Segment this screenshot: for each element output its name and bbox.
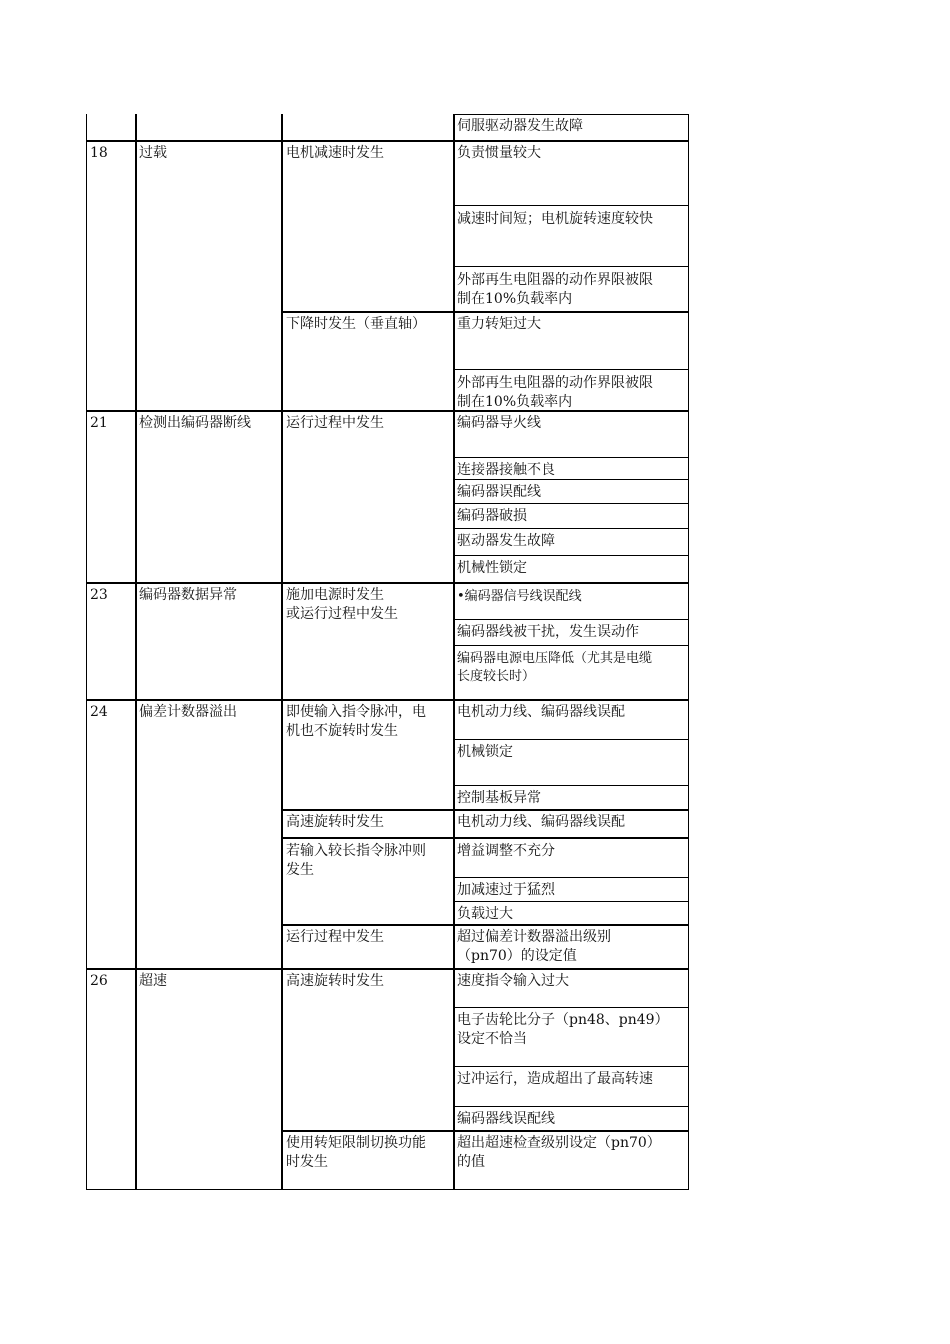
cause-cell: 增益调整不充分	[457, 843, 555, 859]
grid-line	[453, 645, 689, 646]
situation-cell: 高速旋转时发生	[286, 973, 384, 989]
situation-cell: 下降时发生（垂直轴）	[286, 316, 426, 332]
cause-cell: 机械性锁定	[457, 560, 527, 576]
situation-cell: 运行过程中发生	[286, 929, 384, 945]
grid-line	[453, 479, 689, 480]
grid-line	[135, 114, 137, 1190]
alarm-code: 21	[90, 415, 108, 431]
grid-line	[453, 739, 689, 740]
grid-line	[453, 785, 689, 786]
grid-line	[453, 503, 689, 504]
cause-cell: 重力转矩过大	[457, 316, 541, 332]
cause-cell: 编码器导火线	[457, 415, 541, 431]
grid-line	[453, 528, 689, 529]
grid-line	[453, 266, 689, 267]
situation-cell: 若输入较长指令脉冲则 发生	[286, 843, 426, 878]
alarm-name: 偏差计数器溢出	[139, 704, 237, 720]
cause-cell: 过冲运行，造成超出了最高转速	[457, 1071, 653, 1087]
alarm-name: 检测出编码器断线	[139, 415, 251, 431]
situation-cell: 运行过程中发生	[286, 415, 384, 431]
cause-cell: 超过偏差计数器溢出级别 （pn70）的设定值	[457, 929, 611, 964]
cause-cell: 电子齿轮比分子（pn48、pn49） 设定不恰当	[457, 1012, 669, 1047]
alarm-code: 24	[90, 704, 108, 720]
grid-line	[453, 555, 689, 556]
grid-line	[281, 114, 283, 1190]
cause-cell: 负责惯量较大	[457, 145, 541, 161]
cause-cell: 加减速过于猛烈	[457, 882, 555, 898]
cause-cell: 驱动器发生故障	[457, 533, 555, 549]
cause-cell: 电机动力线、编码器线误配	[457, 704, 625, 720]
grid-line	[86, 114, 87, 1190]
grid-line	[453, 205, 689, 206]
alarm-name: 编码器数据异常	[139, 587, 237, 603]
cause-cell: 伺服驱动器发生故障	[457, 118, 583, 134]
cause-cell: 速度指令输入过大	[457, 973, 569, 989]
cause-cell: 编码器误配线	[457, 484, 541, 500]
cause-cell: 外部再生电阻器的动作界限被限 制在10%负载率内	[457, 375, 653, 410]
grid-line	[453, 1066, 689, 1067]
grid-line	[86, 1189, 689, 1190]
cause-cell: 编码器电源电压降低（尤其是电缆 长度较长时）	[457, 651, 653, 684]
grid-line	[453, 1007, 689, 1008]
situation-cell: 即使输入指令脉冲，电 机也不旋转时发生	[286, 704, 426, 739]
cause-cell: 编码器线误配线	[457, 1111, 555, 1127]
grid-line	[453, 1106, 689, 1107]
cause-cell: 超出超速检查级别设定（pn70） 的值	[457, 1135, 661, 1170]
cause-cell: 连接器接触不良	[457, 462, 555, 478]
situation-cell: 施加电源时发生 或运行过程中发生	[286, 587, 398, 622]
grid-line	[453, 901, 689, 902]
cause-cell: 电机动力线、编码器线误配	[457, 814, 625, 830]
grid-line	[453, 457, 689, 458]
alarm-code: 23	[90, 587, 108, 603]
cause-cell: 减速时间短；电机旋转速度较快	[457, 211, 653, 227]
alarm-name: 过载	[139, 145, 167, 161]
alarm-code: 18	[90, 145, 108, 161]
situation-cell: 使用转矩限制切换功能 时发生	[286, 1135, 426, 1170]
cause-cell: 负载过大	[457, 906, 513, 922]
grid-line	[453, 877, 689, 878]
grid-line	[281, 837, 689, 839]
situation-cell: 高速旋转时发生	[286, 814, 384, 830]
cause-cell: •编码器信号线误配线	[457, 589, 582, 604]
cause-cell: 机械锁定	[457, 744, 513, 760]
cause-cell: 编码器线被干扰，发生误动作	[457, 624, 639, 640]
grid-line	[688, 114, 689, 1190]
alarm-code: 26	[90, 973, 108, 989]
cause-cell: 外部再生电阻器的动作界限被限 制在10%负载率内	[457, 272, 653, 307]
grid-line	[453, 369, 689, 370]
cause-cell: 编码器破损	[457, 508, 527, 524]
grid-line	[453, 619, 689, 620]
cause-cell: 控制基板异常	[457, 790, 541, 806]
situation-cell: 电机减速时发生	[286, 145, 384, 161]
alarm-name: 超速	[139, 973, 167, 989]
